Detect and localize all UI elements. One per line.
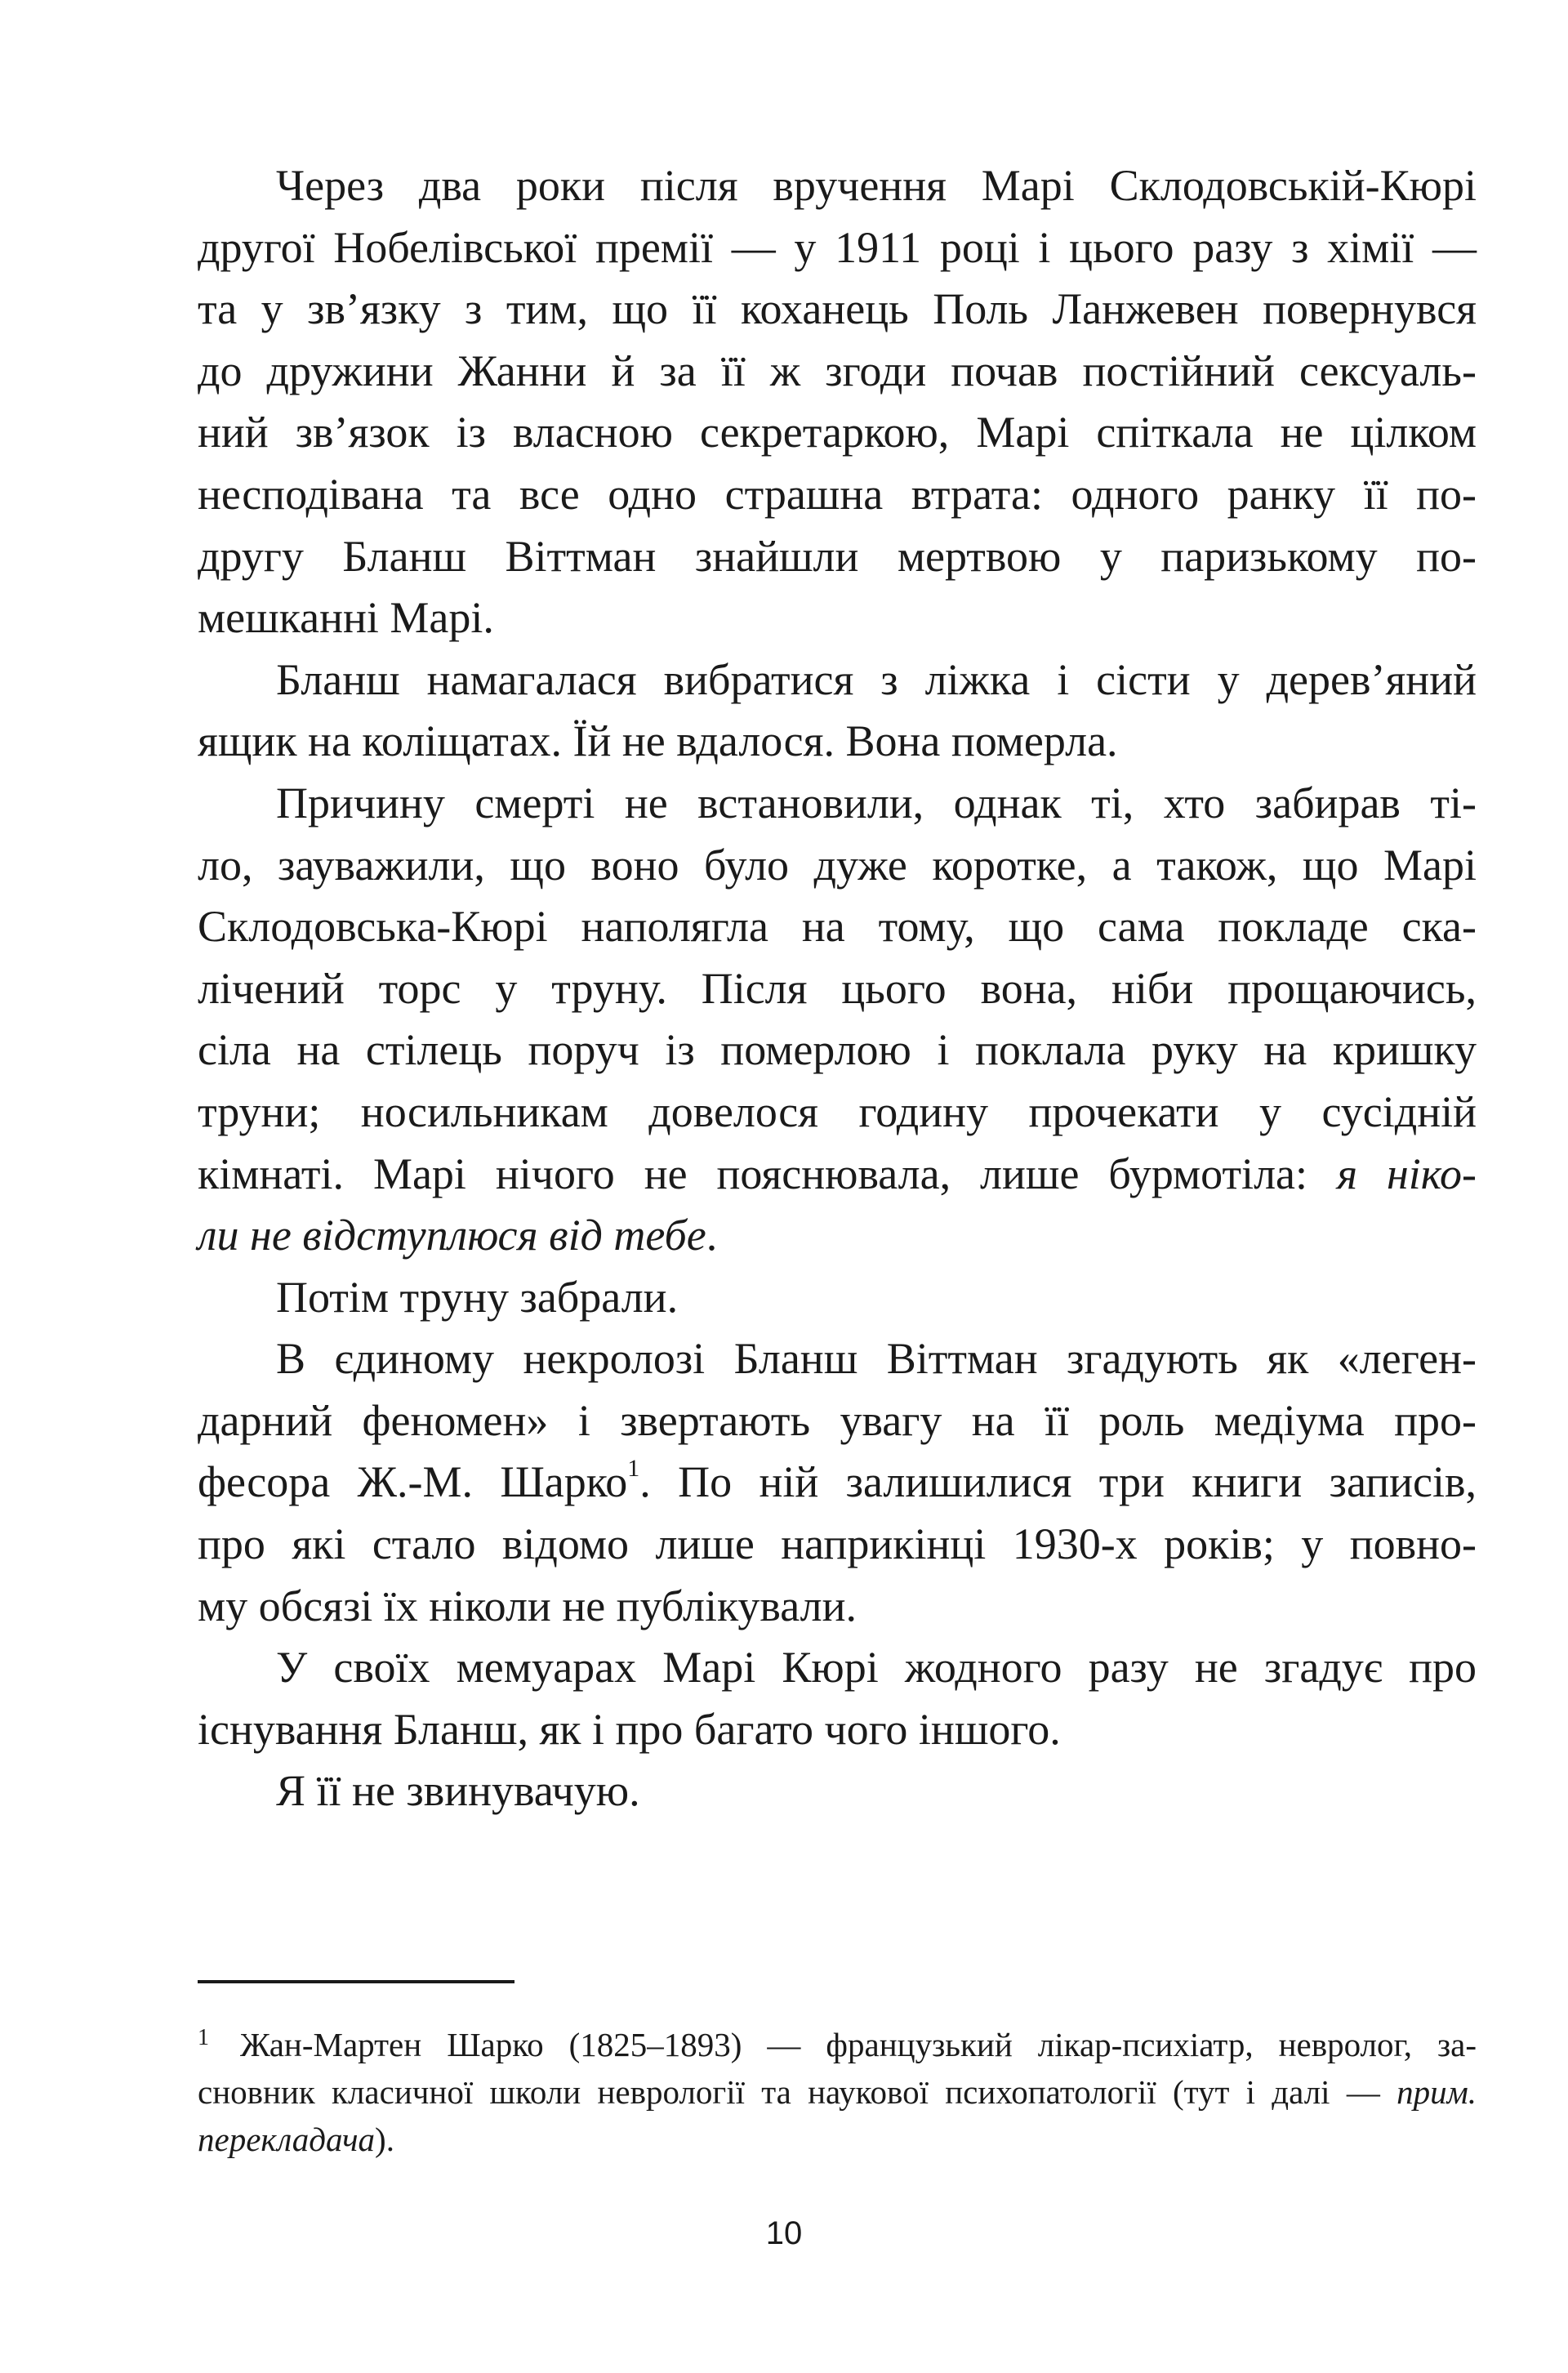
- italic-text: ли не відступлюся від тебе: [198, 1211, 706, 1260]
- text-line: лічений торс у труну. Після цього вона, ніби прощаючись,: [198, 963, 1477, 1013]
- footnote-number: 1: [198, 2025, 209, 2050]
- text-line: Склодовська-Кюрі наполягла на тому, що сама покладе ска-: [198, 902, 1477, 952]
- text-line: мешканні Марі.: [198, 593, 494, 643]
- italic-text: перекладача: [198, 2121, 376, 2158]
- text-line: Через два роки після вручення Марі Склодовській-Кюрі: [276, 161, 1477, 210]
- text-line: несподівана та все одно страшна втрата: одного ранку її по-: [198, 469, 1477, 519]
- text-segment: ).: [375, 2121, 394, 2158]
- paragraph-4: [198, 1267, 1477, 1329]
- paragraph-2: [198, 649, 1477, 773]
- main-text: [198, 155, 1477, 1822]
- text-line: Потім труну забрали.: [276, 1272, 679, 1322]
- text-line: Я її не звинувачую.: [276, 1766, 640, 1816]
- text-line: та у зв’язку з тим, що її коханець Поль Ланжевен повернувся: [198, 284, 1477, 334]
- paragraph-1: [198, 155, 1477, 649]
- text-line: В єдиному некролозі Бланш Віттман згадують як «леген-: [276, 1334, 1477, 1384]
- paragraph-5: [198, 1328, 1477, 1637]
- text-segment: сновник класичної школи неврології та наукової психопатології (тут і далі —: [198, 2073, 1397, 2111]
- footnote-ref[interactable]: 1: [627, 1455, 640, 1483]
- text-line: дарний феномен» і звертають увагу на її роль медіума про-: [198, 1395, 1477, 1445]
- footnote-divider: [198, 1980, 514, 1983]
- text-segment: . По ній залишилися три книги записів,: [639, 1457, 1477, 1507]
- text-line: ящик на коліщатах. Їй не вдалося. Вона померла.: [198, 716, 1118, 766]
- paragraph-7: [198, 1760, 1477, 1822]
- text-line: [198, 1205, 1477, 1267]
- text-segment: кімнаті. Марі нічого не пояснювала, лише бурмотіла:: [198, 1149, 1337, 1198]
- text-segment: фесора Ж.-М. Шарко: [198, 1457, 628, 1507]
- text-line: сіла на стілець поруч із померлою і поклала руку на кришку: [198, 1025, 1477, 1075]
- italic-text: прим.: [1396, 2073, 1477, 2111]
- text-line: Бланш намагалася вибратися з ліжка і сісти у дерев’яний: [276, 654, 1477, 704]
- page-number: 10: [765, 2215, 803, 2251]
- footnote-line: [198, 2116, 1477, 2163]
- text-line: другу Бланш Віттман знайшли мертвою у паризькому по-: [198, 531, 1477, 581]
- text-line: другої Нобелівської премії — у 1911 році і цього разу з хімії —: [198, 222, 1477, 272]
- text-line: існування Бланш, як і про багато чого іншого.: [198, 1704, 1061, 1754]
- text-line: му обсязі їх ніколи не публікували.: [198, 1581, 857, 1630]
- text-line: У своїх мемуарах Марі Кюрі жодного разу не згадує про: [276, 1643, 1477, 1693]
- paragraph-3: [198, 773, 1477, 1267]
- text-line: Причину смерті не встановили, однак ті, хто забирав ті-: [276, 778, 1477, 827]
- text-line: [198, 1452, 1477, 1514]
- text-line: ний зв’язок із власною секретаркою, Марі спіткала не цілком: [198, 408, 1477, 457]
- text-line: [198, 1144, 1477, 1206]
- text-line: труни; носильникам довелося годину прочекати у сусідній: [198, 1086, 1477, 1136]
- paragraph-6: [198, 1637, 1477, 1760]
- text-line: про які стало відомо лише наприкінці 1930-х років; у повно-: [198, 1519, 1477, 1569]
- text-line: ло, зауважили, що воно було дуже коротке, а також, що Марі: [198, 840, 1477, 890]
- footnote-line: [198, 2068, 1477, 2116]
- text-segment: .: [706, 1211, 718, 1260]
- footnote-line: Жан-Мартен Шарко (1825–1893) — французький лікар-психіатр, невролог, за-: [240, 2026, 1477, 2063]
- italic-text: я ніко-: [1336, 1149, 1477, 1198]
- footnote: [198, 2021, 1477, 2163]
- text-line: до дружини Жанни й за її ж згоди почав постійний сексуаль-: [198, 346, 1477, 395]
